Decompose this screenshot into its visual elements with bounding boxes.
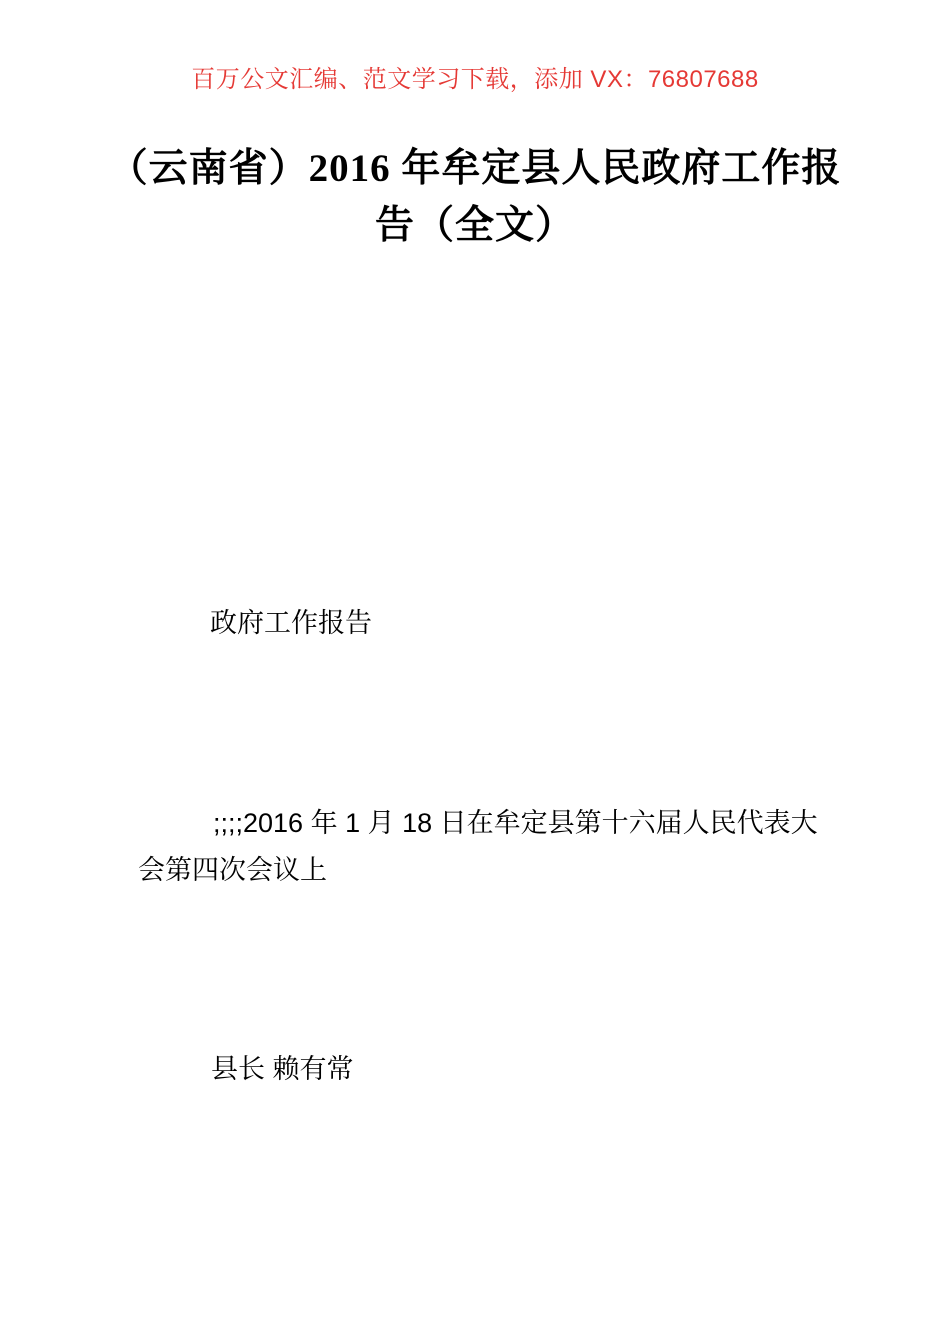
promo-header-text: 百万公文汇编、范文学习下载，添加 VX：76807688 <box>191 66 759 93</box>
paragraph-signature: 县长 赖有常 <box>211 1054 354 1084</box>
document-title-line-2: 告（全文） <box>374 204 575 247</box>
document-title <box>0 140 950 254</box>
paragraph-session-line-1: ;;;;2016 年 1 月 18 日在牟定县第十六届人民代表大 <box>213 808 818 838</box>
paragraph-report-heading: 政府工作报告 <box>210 608 372 638</box>
document-title-line-1: （云南省）2016 年牟定县人民政府工作报 <box>108 147 842 190</box>
paragraph-session-line-2: 会第四次会议上 <box>138 855 327 885</box>
